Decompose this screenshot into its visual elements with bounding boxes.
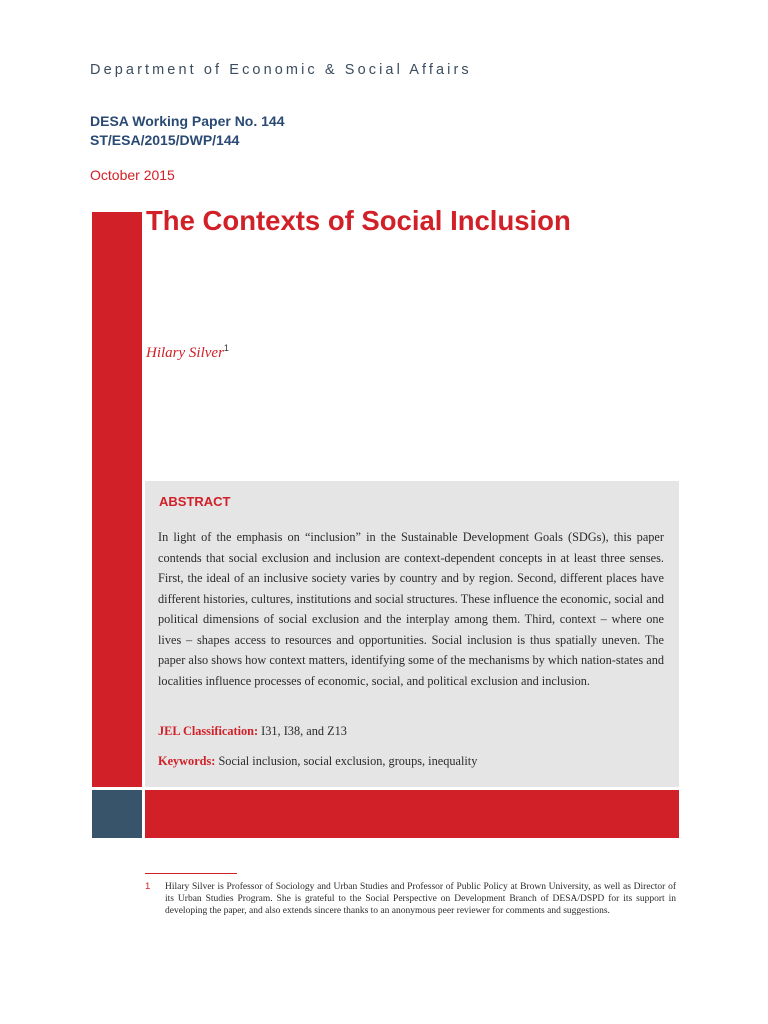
jel-classification <box>158 724 347 739</box>
abstract-heading: ABSTRACT <box>159 494 231 509</box>
footnote-rule <box>145 873 237 874</box>
keywords <box>158 754 477 769</box>
paper-number: DESA Working Paper No. 144 <box>90 113 285 129</box>
document-symbol: ST/ESA/2015/DWP/144 <box>90 132 240 148</box>
footnote-number: 1 <box>145 881 151 892</box>
department-name: Department of Economic & Social Affairs <box>90 62 472 78</box>
jel-label: JEL Classification: <box>158 724 259 738</box>
red-side-bar <box>92 212 142 787</box>
author-footnote-marker: 1 <box>223 343 229 353</box>
keywords-label: Keywords: <box>158 754 216 768</box>
footnote-text: Hilary Silver is Professor of Sociology and Urban Studies and Professor of Public Policy at Brown University, as well as Director of its Urban Studies Program. She is grateful to the Social Perspective on Development Branch of DESA/DSPD for its support in developing the paper, and also extends sincere thanks to an anonymous peer reviewer for comments and suggestions. <box>165 882 676 916</box>
abstract-text: In light of the emphasis on “inclusion” in the Sustainable Development Goals (SDGs), this paper contends that social exclusion and inclusion are context-dependent concepts in at least three senses. First, the ideal of an inclusive society varies by country and by region. Second, different places have different histories, cultures, institutions and social structures. These influence the economic, social and political dimensions of social exclusion and the interplay among them. Third, context – where one lives – shapes access to resources and opportunities. Social inclusion is thus spatially uneven. The paper also shows how context matters, identifying some of the mechanisms by which nation-states and localities influence processes of economic, social, and political exclusion and inclusion. <box>158 530 664 688</box>
paper-title: The Contexts of Social Inclusion <box>146 205 571 236</box>
paper-identifiers <box>90 112 285 150</box>
publication-date: October 2015 <box>90 167 175 183</box>
jel-value: I31, I38, and Z13 <box>258 724 347 738</box>
red-bottom-band <box>145 790 679 838</box>
author-line <box>146 343 229 362</box>
dark-blue-block <box>92 790 142 838</box>
author-name: Hilary Silver <box>146 345 224 361</box>
abstract-box <box>145 481 679 787</box>
keywords-value: Social inclusion, social exclusion, groups, inequality <box>215 754 478 768</box>
